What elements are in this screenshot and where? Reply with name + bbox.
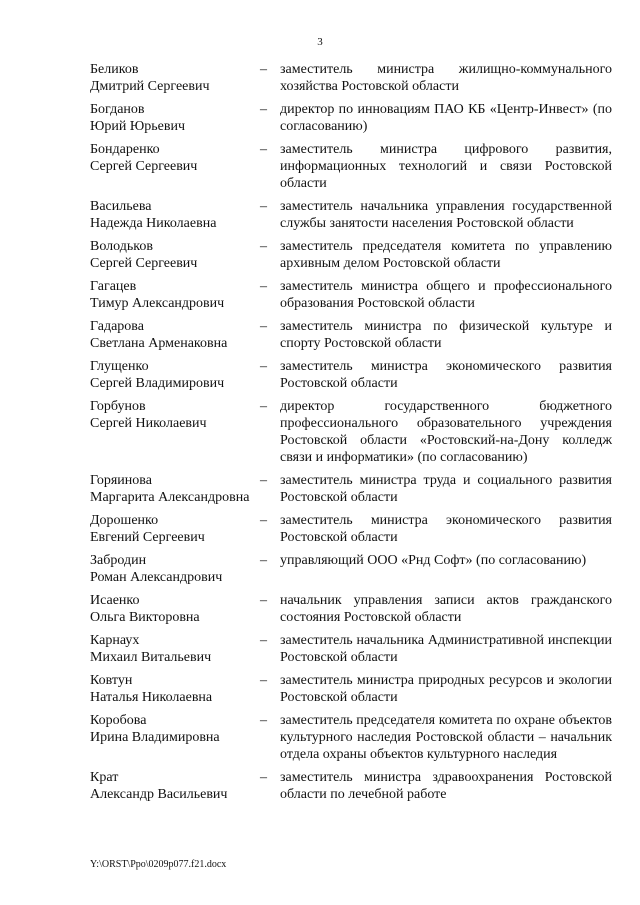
list-item — [90, 512, 612, 546]
member-role: заместитель министра экономического развития Ростовской области — [280, 513, 612, 545]
list-item — [90, 61, 612, 95]
member-name — [90, 712, 260, 763]
dash-separator: – — [260, 473, 267, 488]
dash-separator: – — [260, 593, 267, 608]
list-item — [90, 238, 612, 272]
member-role: заместитель министра общего и профессионального образования Ростовской области — [280, 279, 612, 311]
member-role: заместитель председателя комитета по управлению архивным делом Ростовской области — [280, 239, 612, 271]
member-name — [90, 512, 260, 546]
dash-separator: – — [260, 62, 267, 77]
member-surname: Горбунов — [90, 399, 146, 414]
member-given-name: Светлана Арменаковна — [90, 336, 228, 351]
member-given-name: Сергей Николаевич — [90, 416, 207, 431]
member-name — [90, 592, 260, 626]
member-surname: Глущенко — [90, 359, 149, 374]
dash-separator: – — [260, 279, 267, 294]
member-role: заместитель министра труда и социального развития Ростовской области — [280, 473, 612, 505]
file-path-footer: Y:\ORST\Ppo\0209p077.f21.docx — [90, 859, 227, 870]
dash-separator: – — [260, 359, 267, 374]
member-given-name: Тимур Александрович — [90, 296, 225, 311]
list-item — [90, 552, 612, 586]
member-given-name: Наталья Николаевна — [90, 690, 213, 705]
member-role: заместитель начальника управления государственной службы занятости населения Ростовской области — [280, 199, 612, 231]
dash-separator: – — [260, 713, 267, 728]
member-given-name: Дмитрий Сергеевич — [90, 79, 210, 94]
list-item — [90, 632, 612, 666]
member-surname: Ковтун — [90, 673, 133, 688]
list-item — [90, 472, 612, 506]
member-given-name: Евгений Сергеевич — [90, 530, 205, 545]
member-name — [90, 61, 260, 95]
list-item — [90, 769, 612, 803]
dash-separator: – — [260, 770, 267, 785]
list-item — [90, 358, 612, 392]
member-role: заместитель министра здравоохранения Ростовской области по лечебной работе — [280, 770, 612, 802]
member-role: директор государственного бюджетного профессионального образовательного учреждения Ростовской области «Ростовский-на-Дону колледж связи и информатики» (по согласованию) — [280, 399, 612, 465]
member-surname: Крат — [90, 770, 119, 785]
list-item — [90, 398, 612, 466]
member-surname: Бондаренко — [90, 142, 160, 157]
member-given-name: Ольга Викторовна — [90, 610, 200, 625]
list-item — [90, 278, 612, 312]
member-given-name: Михаил Витальевич — [90, 650, 212, 665]
member-name — [90, 552, 260, 586]
member-given-name: Маргарита Александровна — [90, 490, 250, 505]
member-surname: Беликов — [90, 62, 139, 77]
member-surname: Гадарова — [90, 319, 144, 334]
list-item — [90, 318, 612, 352]
list-item — [90, 672, 612, 706]
dash-separator: – — [260, 553, 267, 568]
dash-separator: – — [260, 399, 267, 414]
list-item — [90, 141, 612, 192]
member-surname: Дорошенко — [90, 513, 159, 528]
member-name — [90, 318, 260, 352]
member-name — [90, 141, 260, 192]
member-surname: Васильева — [90, 199, 152, 214]
member-name — [90, 278, 260, 312]
member-surname: Богданов — [90, 102, 145, 117]
member-name — [90, 198, 260, 232]
list-item — [90, 101, 612, 135]
list-item — [90, 198, 612, 232]
dash-separator: – — [260, 633, 267, 648]
member-role: заместитель министра жилищно-коммунального хозяйства Ростовской области — [280, 62, 612, 94]
member-surname: Гагацев — [90, 279, 137, 294]
member-name — [90, 632, 260, 666]
member-given-name: Сергей Сергеевич — [90, 256, 198, 271]
member-role: директор по инновациям ПАО КБ «Центр-Инвест» (по согласованию) — [280, 102, 612, 134]
dash-separator: – — [260, 199, 267, 214]
member-name — [90, 398, 260, 466]
member-surname: Володьков — [90, 239, 153, 254]
member-role: управляющий ООО «Рнд Софт» (по согласованию) — [280, 553, 587, 568]
member-surname: Коробова — [90, 713, 147, 728]
member-name — [90, 358, 260, 392]
member-given-name: Юрий Юрьевич — [90, 119, 186, 134]
dash-separator: – — [260, 673, 267, 688]
member-name — [90, 672, 260, 706]
member-name — [90, 472, 260, 506]
member-name — [90, 769, 260, 803]
member-role: заместитель председателя комитета по охране объектов культурного наследия Ростовской области – начальник отдела охраны объектов культурного наследия — [280, 713, 612, 762]
page-number: 3 — [317, 36, 323, 48]
member-given-name: Сергей Сергеевич — [90, 159, 198, 174]
member-name — [90, 238, 260, 272]
member-given-name: Александр Васильевич — [90, 787, 228, 802]
member-surname: Исаенко — [90, 593, 140, 608]
dash-separator: – — [260, 239, 267, 254]
member-role: заместитель министра экономического развития Ростовской области — [280, 359, 612, 391]
member-surname: Забродин — [90, 553, 147, 568]
member-role: заместитель министра цифрового развития, информационных технологий и связи Ростовской области — [280, 142, 612, 191]
dash-separator: – — [260, 319, 267, 334]
member-given-name: Надежда Николаевна — [90, 216, 217, 231]
dash-separator: – — [260, 513, 267, 528]
list-item — [90, 712, 612, 763]
member-role: заместитель министра по физической культуре и спорту Ростовской области — [280, 319, 612, 351]
member-list — [90, 61, 612, 809]
dash-separator: – — [260, 142, 267, 157]
member-given-name: Ирина Владимировна — [90, 730, 220, 745]
member-given-name: Роман Александрович — [90, 570, 223, 585]
member-surname: Карнаух — [90, 633, 140, 648]
member-role: заместитель начальника Административной инспекции Ростовской области — [280, 633, 612, 665]
dash-separator: – — [260, 102, 267, 117]
member-surname: Горяинова — [90, 473, 152, 488]
member-role: заместитель министра природных ресурсов и экологии Ростовской области — [280, 673, 612, 705]
member-given-name: Сергей Владимирович — [90, 376, 225, 391]
list-item — [90, 592, 612, 626]
member-role: начальник управления записи актов гражданского состояния Ростовской области — [280, 593, 612, 625]
member-name — [90, 101, 260, 135]
